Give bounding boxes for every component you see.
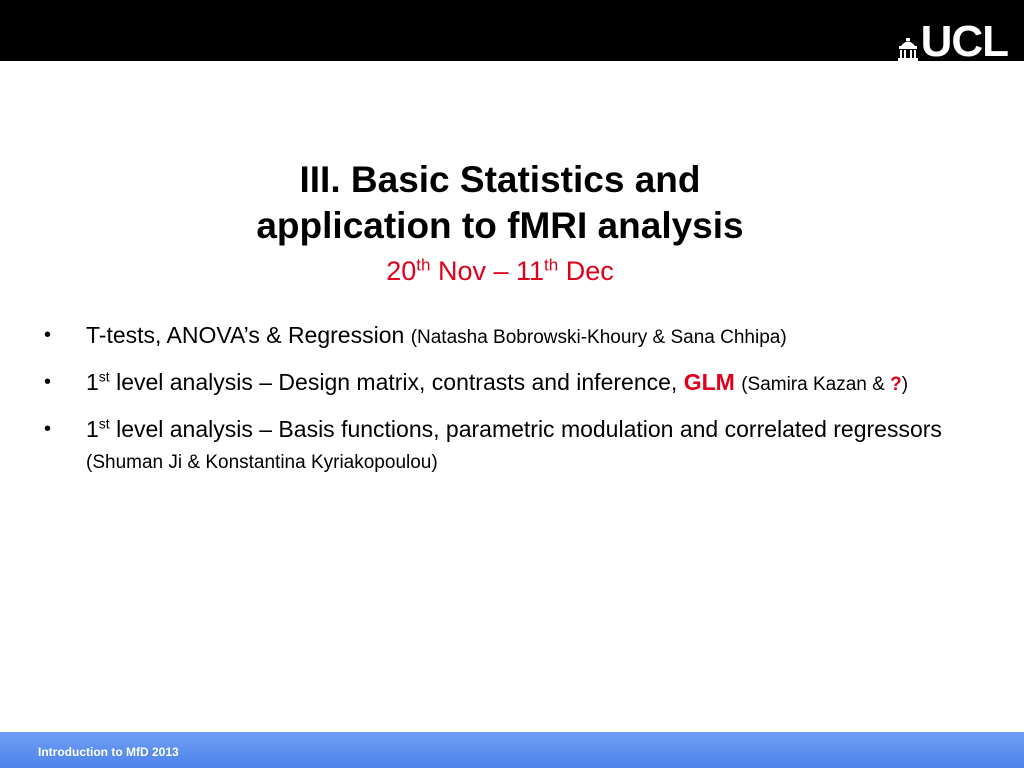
title-line-2: application to fMRI analysis: [256, 205, 744, 246]
footer-bar: [0, 732, 1024, 768]
header-bar: [0, 0, 1024, 66]
presenter-names: (Shuman Ji & Konstantina Kyriakopoulou): [86, 452, 438, 473]
unknown-presenter-mark: ?: [890, 374, 902, 395]
date-range: [0, 253, 1000, 289]
portico-icon: [897, 38, 919, 62]
ucl-logo: [897, 17, 1008, 66]
bullet-icon: •: [44, 324, 52, 346]
names-open: (Samira Kazan &: [741, 374, 891, 395]
slide-title: [0, 157, 1000, 289]
bullet-icon: •: [44, 418, 52, 440]
bullet-icon: •: [44, 371, 52, 393]
topic-text: [86, 369, 735, 395]
topic-body: level analysis – Design matrix, contrasts and inference,: [109, 369, 684, 395]
presenter-names: [741, 374, 908, 395]
topic-list: [44, 320, 984, 492]
topic-body: level analysis – Basis functions, parametric modulation and correlated regressors: [109, 416, 942, 442]
topic-text: [86, 416, 942, 442]
logo-text: UCL: [920, 17, 1008, 66]
list-item: [44, 320, 984, 353]
glm-highlight: GLM: [683, 369, 735, 395]
footer-text: Introduction to MfD 2013: [38, 745, 179, 759]
date-end-suffix: th: [544, 255, 559, 275]
ordinal-suffix: st: [98, 415, 110, 432]
presenter-names: (Natasha Bobrowski-Khoury & Sana Chhipa): [410, 327, 787, 348]
date-start-month: Nov –: [430, 256, 517, 286]
date-end-day: 11: [516, 256, 545, 286]
topic-text: T-tests, ANOVA’s & Regression: [86, 322, 405, 348]
names-close: ): [901, 374, 909, 395]
title-line-1: III. Basic Statistics and: [299, 159, 701, 200]
list-item: [44, 367, 984, 400]
date-start-suffix: th: [416, 255, 431, 275]
ordinal-suffix: st: [98, 368, 110, 385]
date-start-day: 20: [386, 256, 417, 286]
date-end-month: Dec: [558, 256, 614, 286]
ordinal: 1: [86, 369, 99, 395]
list-item: [44, 414, 984, 478]
ordinal: 1: [86, 416, 99, 442]
